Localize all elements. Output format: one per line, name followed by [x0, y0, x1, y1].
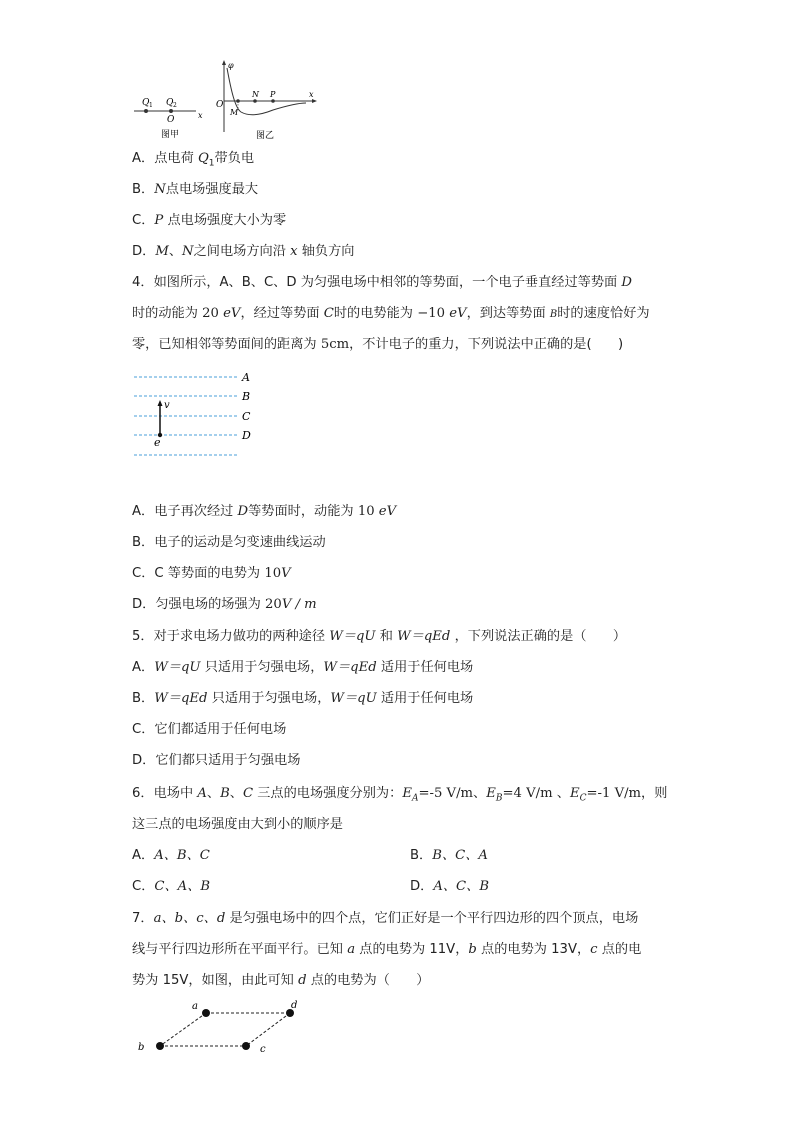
q6-option-a: A．A、B、C: [132, 848, 210, 863]
label-d: D: [242, 429, 251, 442]
label-x: x: [198, 111, 203, 120]
label-b: B: [242, 390, 251, 403]
label-c: C: [242, 410, 251, 423]
q6-stem-line2: 这三点的电场强度由大到小的顺序是: [132, 817, 343, 832]
label-a: a: [192, 1001, 198, 1012]
q5-option-b: B．W＝qEd 只适用于匀强电场，W＝qU 适用于任何电场: [132, 691, 474, 706]
label-n: N: [252, 90, 259, 99]
label-phi: φ: [228, 61, 234, 70]
q6-options-row1: [132, 846, 692, 866]
q5-stem: 5．对于求电场力做功的两种途径 W＝qU 和 W＝qEd ，下列说法正确的是（ ）: [132, 629, 627, 644]
q7-stem-line1: 7．a、b、c、d 是匀强电场中的四个点，它们正好是一个平行四边形的四个顶点，电场: [132, 911, 639, 926]
q6-option-d: D．A、C、B: [410, 879, 490, 894]
label-c: c: [260, 1044, 266, 1055]
label-p: P: [270, 90, 276, 99]
q4-stem-line3: 零，已知相邻等势面间的距离为 5cm，不计电子的重力，下列说法中正确的是( ): [132, 337, 624, 352]
figure-parallelogram: [132, 996, 312, 1060]
q6-options-row2: [132, 877, 692, 897]
q7-stem-line3: 势为 15V，如图，由此可知 d 点的电势为（ ）: [132, 973, 430, 988]
q7-stem-line2: 线与平行四边形所在平面平行。已知 a 点的电势为 11V，b 点的电势为 13V，c 点的电: [132, 942, 642, 957]
label-e: e: [154, 436, 161, 449]
q4-stem-line1: 4．如图所示，A、B、C、D 为匀强电场中相邻的等势面，一个电子垂直经过等势面 D: [132, 275, 632, 290]
label-a: A: [242, 371, 250, 384]
q4-option-d: D．匀强电场的场强为 20V / m: [132, 597, 317, 612]
q3-option-a: A．点电荷 $Q_1$带负电: [132, 151, 255, 169]
q3-option-b: B．N点电场强度最大: [132, 182, 259, 197]
figure-yi: [216, 60, 317, 141]
q3-option-d: D．M、N之间电场方向沿 x 轴负方向: [132, 244, 355, 259]
caption-yi: 图乙: [256, 131, 275, 141]
q4-option-c: C．C 等势面的电势为 10V: [132, 566, 291, 581]
figure-jia: [134, 98, 203, 140]
q4-option-a: A．电子再次经过 D等势面时，动能为 10 eV: [132, 504, 397, 519]
label-x: x: [309, 90, 314, 99]
label-o: O: [216, 100, 224, 110]
q5-option-c: C．它们都适用于任何电场: [132, 722, 287, 737]
caption-jia: 图甲: [161, 130, 180, 140]
label-d: d: [291, 1000, 298, 1011]
q5-option-d: D．它们都只适用于匀强电场: [132, 753, 301, 768]
q6-option-b: B．B、C、A: [410, 848, 488, 863]
q6-stem-line1: 6．电场中 A、B、C 三点的电场强度分别为：$E_A=-5$ V/m、$E_B=4$ V/m 、$E_C=-1$ V/m，则: [132, 786, 668, 804]
label-m: M: [230, 108, 239, 117]
q3-option-c: C．P 点电场强度大小为零: [132, 213, 287, 228]
svg-text:1: 1: [149, 102, 153, 109]
svg-text:2: 2: [173, 102, 177, 109]
label-v: v: [164, 400, 170, 411]
figure-equipotential-surfaces: [130, 366, 270, 462]
q5-option-a: A．W＝qU 只适用于匀强电场，W＝qEd 适用于任何电场: [132, 660, 474, 675]
q4-stem-line2: 时的动能为 20 eV，经过等势面 C时的电势能为 −10 eV，到达等势面 B时的速度恰好为: [132, 306, 650, 321]
q6-option-c: C．C、A、B: [132, 879, 211, 894]
figure-field-diagrams: [128, 58, 328, 144]
label-q2: Q: [166, 98, 174, 108]
label-o: O: [167, 115, 175, 125]
label-b: b: [138, 1042, 145, 1053]
label-q1: Q: [142, 98, 150, 108]
q4-option-b: B．电子的运动是匀变速曲线运动: [132, 535, 326, 550]
